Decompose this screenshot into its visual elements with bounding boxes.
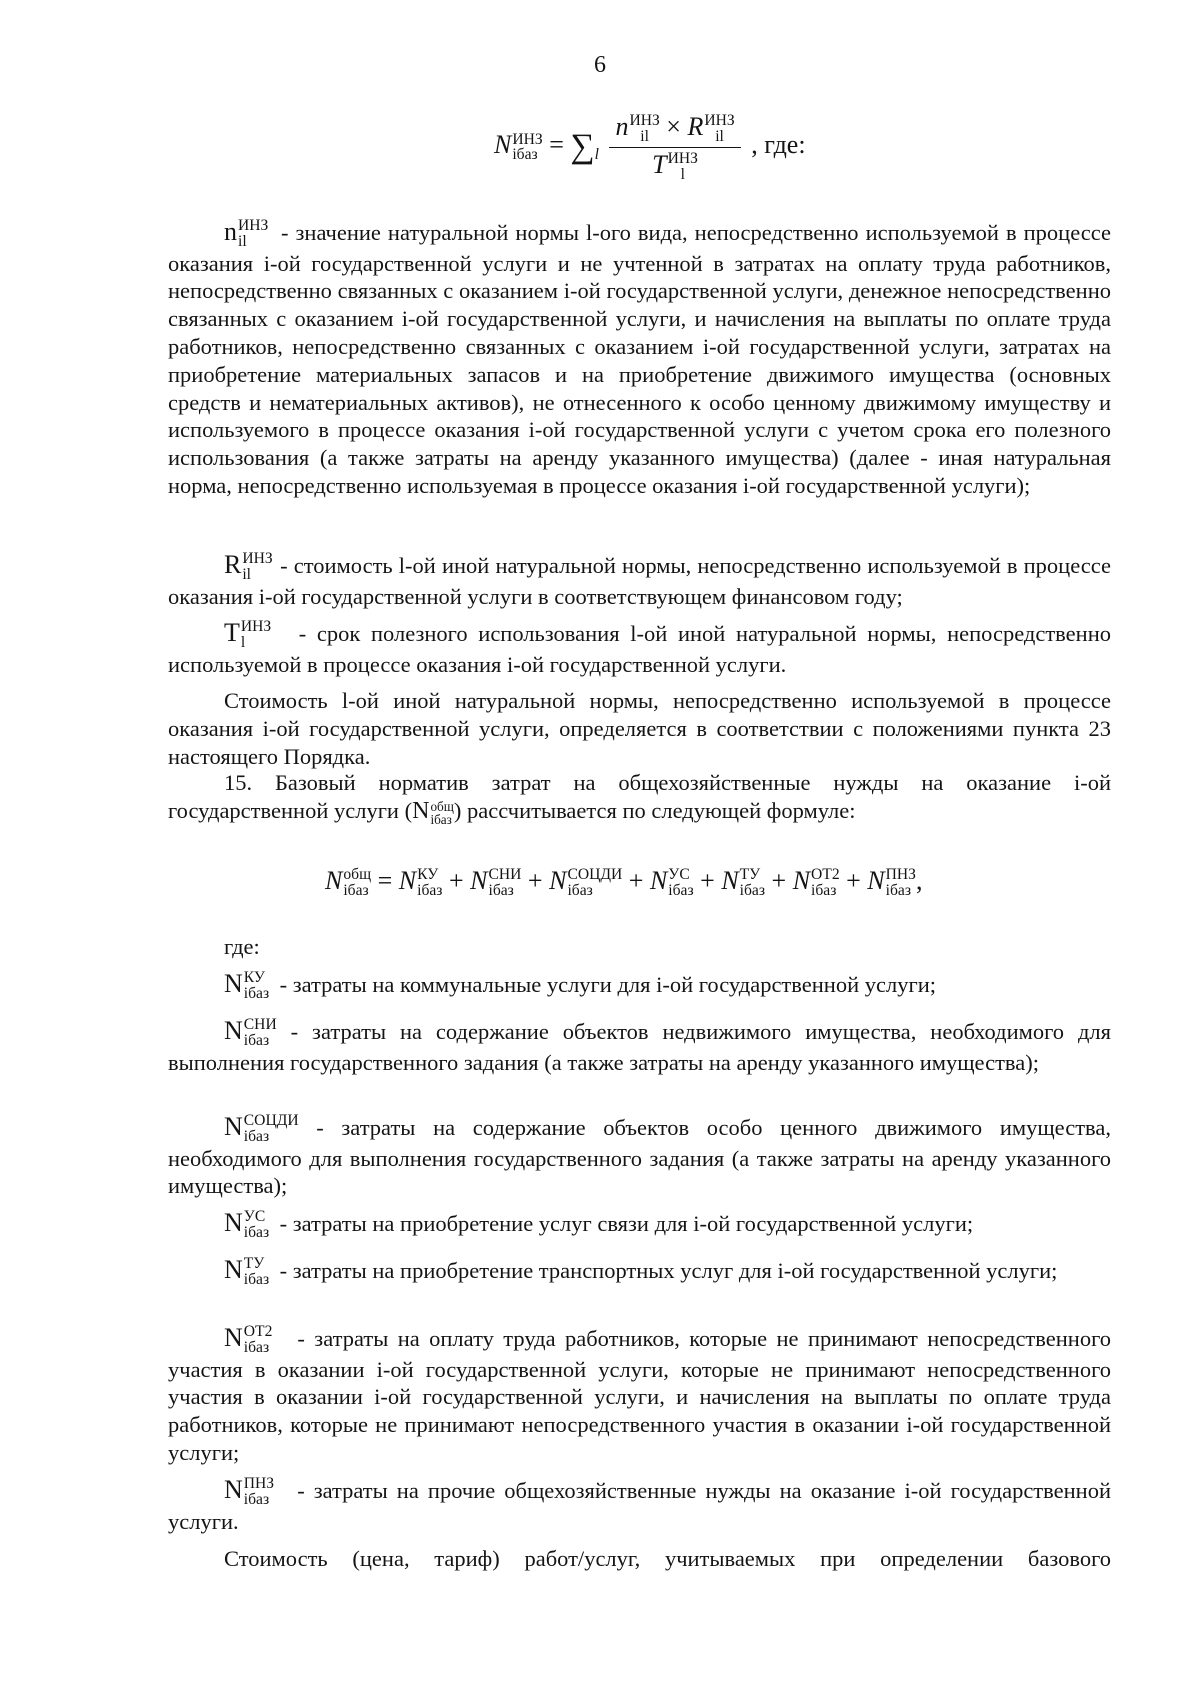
- def-r-il: R ИНЗ il - стоимость l-ой иной натуральной нормы, непосредственно используемой в процессе оказания i-ой государственной услуги в соответствующем финансовом году;: [168, 550, 1111, 609]
- def-tu: N ТУ iбаз - затраты на приобретение транспортных услуг для i-ой государственной услуги;: [224, 1255, 1058, 1289]
- def-t-l: T ИНЗ l - срок полезного использования l-ой иной натуральной нормы, непосредственно используемой в процессе оказания i-ой государственной услуги.: [168, 618, 1111, 677]
- paragraph-cost-note: Стоимость l-ой иной натуральной нормы, непосредственно используемой в процессе оказания i-ой государственной услуги, определяется в соответствии с положениями пункта 23 настоящего Порядка.: [168, 688, 1111, 769]
- symbol-ku: N КУ iбаз: [224, 969, 270, 1003]
- symbol-tu: N ТУ iбаз: [224, 1255, 270, 1289]
- term-sni: N СНИ iбаз: [470, 866, 522, 900]
- symbol-t-l: T ИНЗ l: [224, 618, 272, 652]
- sum-sign: ∑: [570, 128, 595, 166]
- def-sni: N СНИ iбаз - затраты на содержание объектов недвижимого имущества, необходимого для выполнения государственного задания (а также затраты на аренду указанного имущества);: [168, 1016, 1111, 1075]
- symbol-socdi: N СОЦДИ iбаз: [224, 1112, 299, 1146]
- term-us: N УС iбаз: [649, 866, 694, 900]
- term-ot2: N ОТ2 iбаз: [792, 866, 840, 900]
- term-pnz: N ПНЗ iбаз: [867, 866, 916, 900]
- symbol-r-il: R ИНЗ il: [224, 550, 273, 584]
- where-label: где:: [224, 934, 260, 959]
- formula-nonstaff-costs: N ИНЗ iбаз = $\sum_l$ n ИНЗ il × R ИНЗ il T ИНЗ l , где:: [494, 112, 806, 183]
- def-us: N УС iбаз - затраты на приобретение услуг связи для i-ой государственной услуги;: [224, 1208, 974, 1242]
- def-ku: N КУ iбаз - затраты на коммунальные услуги для i-ой государственной услуги;: [224, 969, 936, 1003]
- def-n-il: n ИНЗ il - значение натуральной нормы l-ого вида, непосредственно используемой в процессе оказания i-ой государственной услуги и не учтенной в затратах на оплату труда работников, непосредственно связанных с оказанием i-ой государственной услуги, денежное непосредственно связанных с оказанием i-ой государственной услуги, и начисления на выплаты по оплате труда работников, непосредственно связанных с оказанием i-ой государственной услуги, затратах на приобретение материальных запасов и на приобретение движимого имущества (основных средств и нематериальных активов), не отнесенного к особо ценному движимому имуществу и используемого в процессе оказания i-ой государственной услуги с учетом срока его полезного использования (а также затраты на аренду указанного имущества) (далее - иная натуральная норма, непосредственно используемая в процессе оказания i-ой государственной услуги);: [168, 217, 1111, 498]
- term-ku: N КУ iбаз: [398, 866, 443, 900]
- formula-general-costs: N общ iбаз = N КУ iбаз + N СНИ iбаз + N СОЦДИ iбаз + N УС iбаз + N ТУ iбаз + N ОТ2 iбаз + N ПНЗ iбаз ,: [325, 866, 923, 900]
- def-socdi: N СОЦДИ iбаз - затраты на содержание объектов особо ценного движимого имущества, необходимого для выполнения государственного задания (а также затраты на аренду указанного имущества);: [168, 1112, 1111, 1199]
- symbol-pnz: N ПНЗ iбаз: [224, 1475, 275, 1509]
- page-number: 6: [594, 52, 606, 78]
- paragraph-cost-price: Стоимость (цена, тариф) работ/услуг, учитываемых при определении базового: [224, 1546, 1111, 1571]
- symbol-sni: N СНИ iбаз: [224, 1016, 277, 1050]
- symbol-n-il: n ИНЗ il: [224, 217, 269, 251]
- symbol-ot2: N ОТ2 iбаз: [224, 1323, 273, 1357]
- term-socdi: N СОЦДИ iбаз: [549, 866, 623, 900]
- symbol-n-obshch: N общ iбаз: [412, 798, 454, 827]
- def-ot2: N ОТ2 iбаз - затраты на оплату труда работников, которые не принимают непосредственного участия в оказании i-ой государственной услуги, которые не принимают непосредственного участия в оказании i-ой государственной услуги, и начисления на выплаты по оплате труда работников, которые не принимают непосредственного участия в оказании i-ой государственной услуги;: [168, 1323, 1111, 1466]
- term-tu: N ТУ iбаз: [721, 866, 766, 900]
- formula1-fraction: n ИНЗ il × R ИНЗ il T ИНЗ l: [609, 112, 740, 182]
- def-pnz: N ПНЗ iбаз - затраты на прочие общехозяйственные нужды на оказание i-ой государственной услуги.: [168, 1475, 1111, 1534]
- formula1-lhs: N ИНЗ iбаз: [494, 130, 543, 164]
- symbol-us: N УС iбаз: [224, 1208, 270, 1242]
- paragraph-15: 15. Базовый норматив затрат на общехозяйственные нужды на оказание i-ой государственной услуги (N общ iбаз ) рассчитывается по следующей формуле:: [168, 770, 1111, 827]
